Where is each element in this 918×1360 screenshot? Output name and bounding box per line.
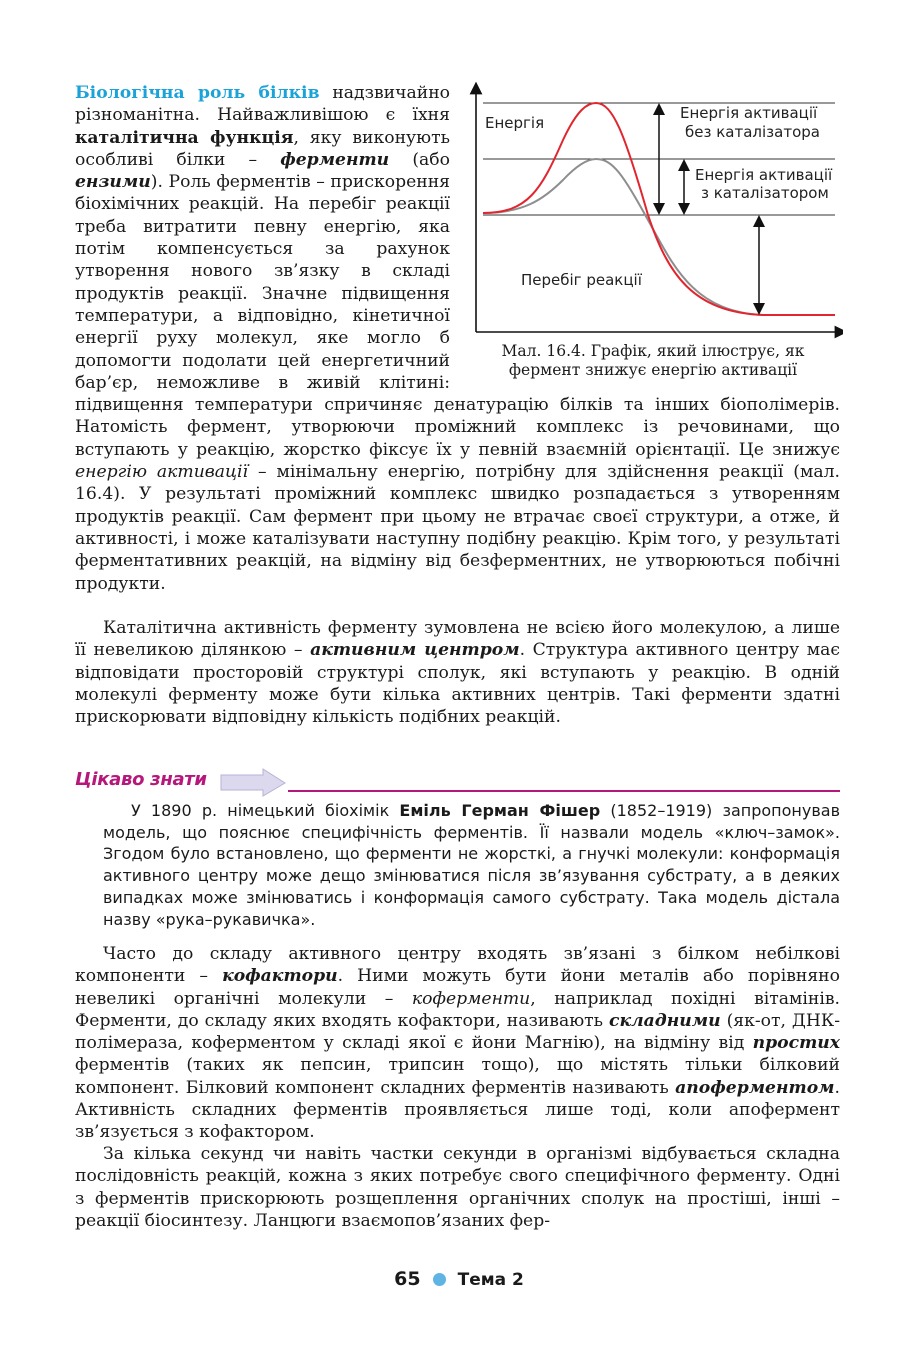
term-coenzymes: коферменти <box>411 988 531 1009</box>
paragraph-reaction-chains: За кілька секунд чи навіть частки секунди в організмі відбувається складна послідовність реакцій, кожна з яких потребує свого специфічного ферменту. Одні з ферментів прискорюють розщеплення органічних сполук на простіші, інші – реакції біосинтезу. Ланцюги взаємопов’язаних фер- <box>75 1144 840 1231</box>
bullet-dot-icon <box>433 1273 446 1286</box>
topic-label: Тема 2 <box>457 1270 524 1290</box>
term-enzymes: ферменти <box>280 149 390 170</box>
heading-rule <box>288 790 840 792</box>
figure-float-space <box>450 82 840 390</box>
caption-line-2: фермент знижує енергію активації <box>508 361 798 379</box>
term-activation-energy: енергію активації <box>75 462 249 483</box>
lead-term: Біологічна роль білків <box>75 83 320 103</box>
interesting-heading <box>75 765 840 797</box>
term-enzymes-alt: ензими <box>75 172 151 193</box>
paragraph-catalytic-function: Біологічна роль білків надзвичайно різноманітна. Найважливішою є їхня каталітична функція, яку виконують особливі білки – ферменти (або ензими). Роль ферментів – прискорення біохімічних реакцій. На перебіг реакції треба витратити певну енергію, яка потім компенсується за рахунок утворення нового зв’язку в складі продуктів реакції. Значне підвищення температури, а відповідно, кінетичної енергії руху молекул, яке могло б допомогти подолати цей енергетичний бар’єр, неможливе в живій клітині: підвищення температури спричиняє денатурацію білків та інших біополімерів. Натомість фермент, утворюючи проміжний комплекс із речовинами, що вступають у реакцію, жорстко фіксує їх у певній взаємній орієнтації. Це знижує енергію активації – мінімальну енергію, потрібну для здійснення реакції (мал. 16.4). У результаті проміжний комплекс швидко розпадається з утворенням продуктів реакції. Сам фермент при цьому не втрачає своєї структури, а отже, й активності, і може каталізувати наступну подібну реакцію. Крім того, у результаті ферментативних реакцій, на відміну від безферментних, не утворюються побічні продукти. <box>75 83 840 594</box>
term-simple: простих <box>752 1033 840 1054</box>
label-reaction: Перебіг реакції <box>521 271 642 289</box>
term-catalytic-function: каталітична функція <box>75 127 294 148</box>
label-catalyst-1: Енергія активації <box>695 166 833 184</box>
interesting-text: У 1890 р. німецький біохімік Еміль Герман Фішер (1852–1919) запропонував модель, що пояснює специфічність ферментів. Її назвали модель «ключ–замок». Згодом було встановлено, що ферменти не жорсткі, а гнучкі молекули: конформація активного центру може дещо змінюватися після зв’язування субстрату, а в деяких випадках може змінюватись і конформація самого субстрату. Така модель дістала назву «рука–рукавичка». <box>103 801 841 929</box>
term-complex: складними <box>608 1010 721 1031</box>
label-no-catalyst-2: без каталізатора <box>685 123 820 141</box>
label-catalyst-2: з каталізатором <box>701 184 829 202</box>
term-cofactors: кофактори <box>222 966 338 987</box>
interesting-title: Цікаво знати <box>75 769 207 790</box>
arrow-icon <box>219 767 291 797</box>
page-footer <box>0 1268 918 1290</box>
page-number: 65 <box>394 1268 421 1290</box>
paragraph-active-center: Каталітична активність ферменту зумовлена не всією його молекулою, а лише її невеликою ділянкою – активним центром. Структура активного центру має відповідати просторовій структурі сполук, які вступають у реакцію. В одній молекулі ферменту може бути кілька активних центрів. Такі ферменти здатні прискорювати відповідну кількість подібних реакцій. <box>75 618 840 728</box>
caption-line-1: Мал. 16.4. Графік, який ілюструє, як <box>501 342 805 360</box>
scientist-name: Еміль Герман Фішер <box>399 801 601 820</box>
label-no-catalyst-1: Енергія активації <box>680 104 818 122</box>
term-active-center: активним центром <box>310 640 520 661</box>
term-apoenzyme: апоферментом <box>675 1077 835 1098</box>
paragraph-cofactors: Часто до складу активного центру входять зв’язані з білком небілкові компоненти – кофактори. Ними можуть бути йони металів або порівняно невеликі органічні молекули – коферменти, наприклад похідні вітамінів. Ферменти, до складу яких входять кофактори, називають складними (як-от, ДНК-полімераза, коферментом у складі якої є йони Магнію), на відміну від простих ферментів (таких як пепсин, трипсин тощо), що містять тільки білковий компонент. Білковий компонент складних ферментів називають апоферментом. Активність складних ферментів проявляється лише тоді, коли апофермент зв’язується з кофактором. <box>75 944 841 1143</box>
label-energy: Енергія <box>485 114 545 132</box>
